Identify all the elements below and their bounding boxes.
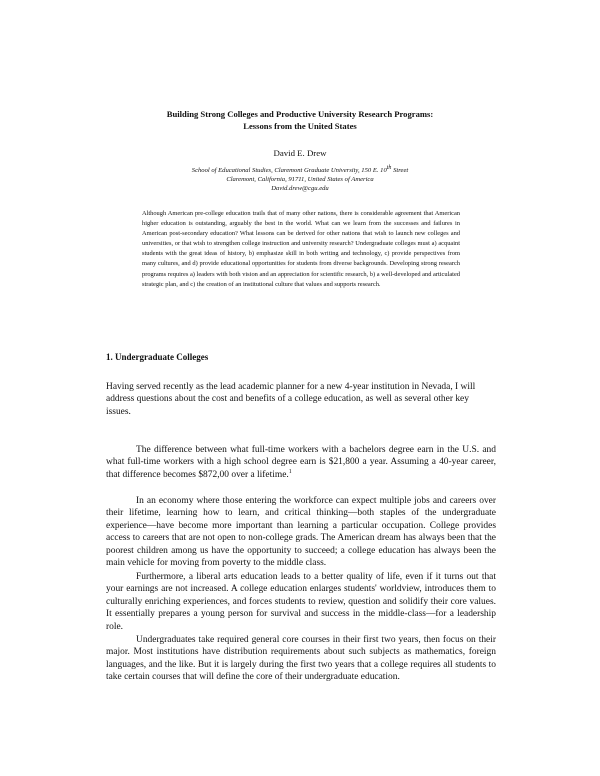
affiliation-email: David.drew@cgu.edu <box>271 185 329 192</box>
affiliation-address: School of Educational Studies, Claremont Graduate University, 150 E. 10 <box>191 167 387 174</box>
footnote-marker: 1 <box>288 468 292 475</box>
affiliation-superscript: th <box>386 164 392 171</box>
paragraph-1: Having served recently as the lead academic planner for a new 4-year institution in Nevada, I will address questions about the cost and benefits of a college education, as well as several other key issues. <box>106 382 476 417</box>
affiliation-line-2: Claremont, California, 91711, United States of America <box>226 176 374 183</box>
paragraph-2-text: The difference between what full-time workers with a bachelors degree earn in the U.S. and what full-time workers with a high school degree earn is $21,800 a year. Assuming a 40-year career, that difference becomes $872,00 over a lifetime. <box>106 445 496 480</box>
abstract: Although American pre-college education trails that of many other nations, there is considerable agreement that American higher education is outstanding, arguably the best in the world. What can we learn from the successes and failures in American post-secondary education? What lessons can be derived for other nations that wish to launch new colleges and universities, or that wish to strengthen college instruction and university research? Undergraduate colleges must a) acquaint students with the great ideas of history, b) emphasize skill in both writing and technology, c) provide perspectives from many cultures, and d) provide educational opportunities for students from diverse backgrounds. Developing strong research programs requires a) leaders with both vision and an appreciation for scientific research, b) a well-developed and articulated strategic plan, and c) the creation of an institutional culture that values and supports research. <box>142 210 460 288</box>
paragraph-4: Furthermore, a liberal arts education leads to a better quality of life, even if it turns out that your earnings are not increased. A college education enlarges students' worldview, introduces them to culturally enriching experiences, and forces students to review, question and solidify their core values. It essentially prepares a young person for survival and success in the middle-class—for a leadership role. <box>106 572 496 632</box>
affiliation-street: Street <box>391 167 409 174</box>
section-heading: 1. Undergraduate Colleges <box>106 352 209 362</box>
paragraph-5: Undergraduates take required general core courses in their first two years, then focus on their major. Most institutions have distribution requirements about such subjects as mathematics, foreign languages, and the like. But it is largely during the first two years that a college requires all students to take certain courses that will define the core of their undergraduate education. <box>106 635 496 683</box>
paragraph-2 <box>106 444 496 481</box>
paper-title-line-2: Lessons from the United States <box>243 121 357 131</box>
affiliation-line-1 <box>60 166 540 175</box>
author-name: David E. Drew <box>273 148 327 158</box>
paragraph-3: In an economy where those entering the workforce can expect multiple jobs and careers over their lifetime, learning how to learn, and critical thinking—both staples of the undergraduate experience—have become more important than learning a particular occupation. College provides access to careers that are not open to non-college grads. The American dream has always been that the poorest children among us have the opportunity to succeed; a college education has always been the main vehicle for moving from poverty to the middle class. <box>106 496 496 569</box>
paper-title-line-1: Building Strong Colleges and Productive University Research Programs: <box>166 109 434 119</box>
